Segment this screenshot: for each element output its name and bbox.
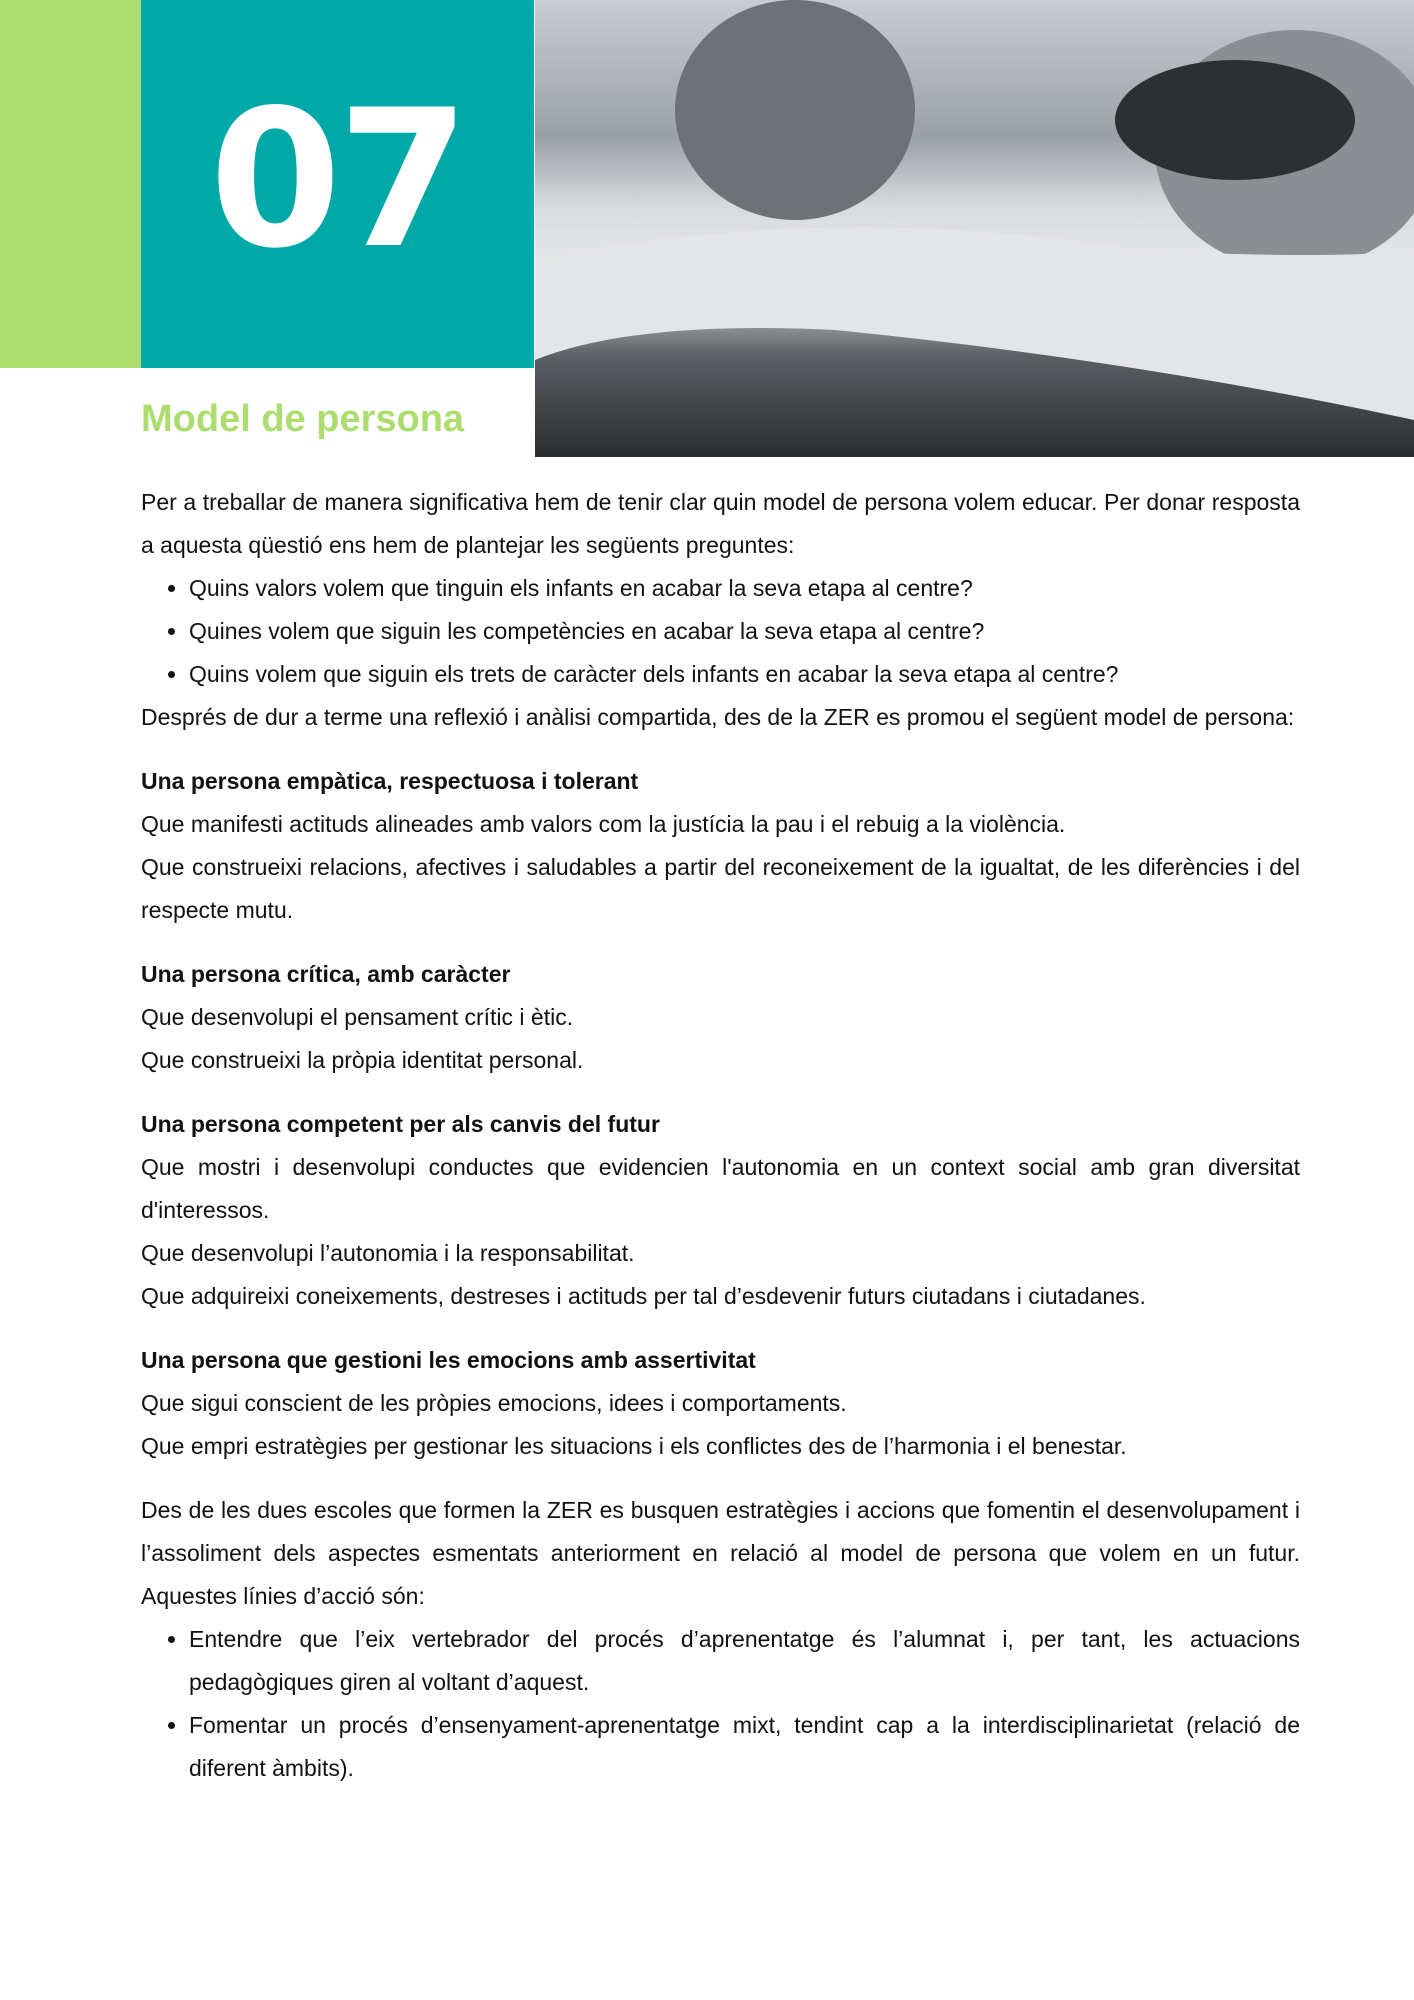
section-line: Que adquireixi coneixements, destreses i actituds per tal d’esdevenir futurs ciutadans i ciutadanes. bbox=[141, 1283, 1146, 1309]
section-line: Que empri estratègies per gestionar les situacions i els conflictes des de l’harmonia i el benestar. bbox=[141, 1433, 1127, 1459]
chapter-number-block bbox=[141, 0, 534, 368]
page-title: Model de persona bbox=[141, 398, 465, 440]
list-item: • Quins volem que siguin els trets de caràcter dels infants en acabar la seva etapa al centre? bbox=[189, 653, 1300, 696]
section-line: Que manifesti actituds alineades amb valors com la justícia la pau i el rebuig a la violència. bbox=[141, 811, 1066, 837]
section-line: Que desenvolupi l’autonomia i la responsabilitat. bbox=[141, 1240, 635, 1266]
list-item: • Entendre que l’eix vertebrador del procés d’aprenentatge és l’alumnat i, per tant, les actuacions pedagògiques giren al voltant d’aquest. bbox=[189, 1618, 1300, 1704]
intro-paragraph: Per a treballar de manera significativa hem de tenir clar quin model de persona volem educar. Per donar resposta a aquesta qüestió ens hem de plantejar les següents preguntes: bbox=[141, 489, 1300, 558]
chapter-number: 07 bbox=[209, 68, 466, 290]
section-line: Que construeixi relacions, afectives i saludables a partir del reconeixement de la igualtat, de les diferències i del respecte mutu. bbox=[141, 854, 1300, 923]
list-item: • Fomentar un procés d’ensenyament-aprenentatge mixt, tendint cap a la interdisciplinarietat (relació de diferent àmbits). bbox=[189, 1704, 1300, 1790]
closing-paragraph: Des de les dues escoles que formen la ZER es busquen estratègies i accions que fomentin el desenvolupament i l’assoliment dels aspectes esmentats anteriorment en relació al model de persona que volem en un futur. Aquestes línies d’acció són: bbox=[141, 1497, 1300, 1609]
section-heading: Una persona crítica, amb caràcter bbox=[141, 961, 511, 987]
list-item: • Quines volem que siguin les competències en acabar la seva etapa al centre? bbox=[189, 610, 1300, 653]
section-heading: Una persona que gestioni les emocions amb assertivitat bbox=[141, 1347, 756, 1373]
photo-two-boys-embracing bbox=[535, 0, 1414, 457]
section-heading: Una persona empàtica, respectuosa i tolerant bbox=[141, 768, 639, 794]
questions-list bbox=[141, 567, 1300, 696]
section-heading: Una persona competent per als canvis del futur bbox=[141, 1111, 660, 1137]
green-accent-block bbox=[0, 0, 141, 368]
section-line: Que sigui conscient de les pròpies emocions, idees i comportaments. bbox=[141, 1390, 847, 1416]
body-content bbox=[141, 481, 1300, 1790]
section-line: Que desenvolupi el pensament crític i ètic. bbox=[141, 1004, 574, 1030]
after-questions-paragraph: Després de dur a terme una reflexió i anàlisi compartida, des de la ZER es promou el següent model de persona: bbox=[141, 704, 1295, 730]
list-item: • Quins valors volem que tinguin els infants en acabar la seva etapa al centre? bbox=[189, 567, 1300, 610]
actions-list bbox=[141, 1618, 1300, 1790]
section-line: Que mostri i desenvolupi conductes que evidencien l'autonomia en un context social amb gran diversitat d'interessos. bbox=[141, 1154, 1300, 1223]
section-line: Que construeixi la pròpia identitat personal. bbox=[141, 1047, 584, 1073]
photo-illustration bbox=[535, 0, 1414, 457]
